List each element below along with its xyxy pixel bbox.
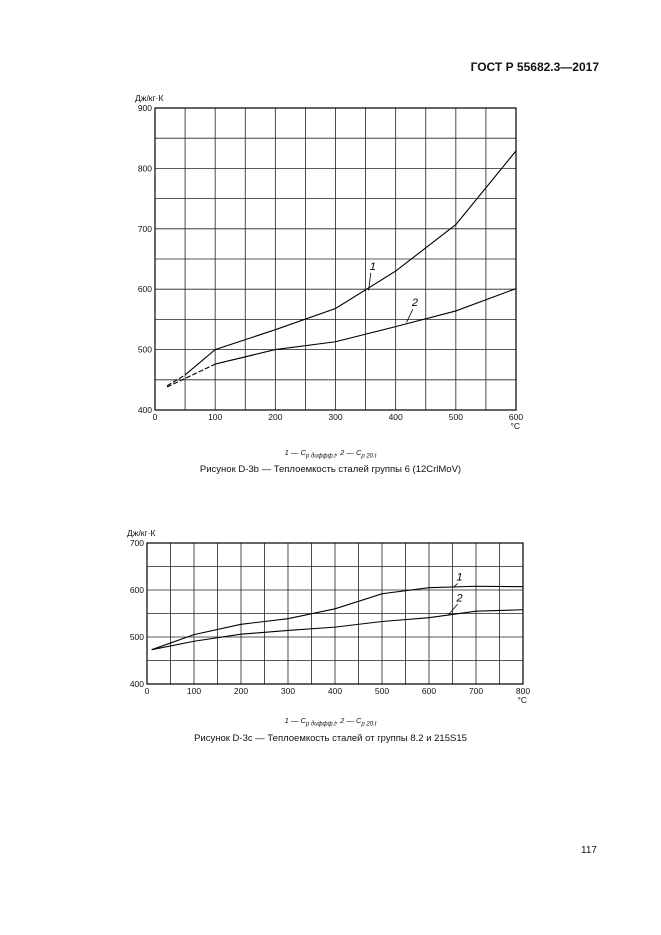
document-code: ГОСТ Р 55682.3—2017 (470, 60, 599, 74)
legend-3b (0, 448, 661, 460)
chart-3b-x-tick-label-500: 500 (448, 412, 463, 422)
legend-3b-label1: 1 — (284, 448, 299, 457)
chart-3b-y-tick-label-800: 800 (137, 163, 152, 174)
legend-3c-sub2: p 20.t (361, 721, 377, 728)
chart-3b-y-tick-label-900: 900 (137, 103, 152, 113)
page-number: 117 (581, 845, 597, 856)
chart-3c-y-tick-label-600: 600 (129, 585, 144, 595)
chart-3b-y-tick-label-700: 700 (137, 223, 152, 234)
chart-3c-y-tick-label-700: 700 (129, 538, 144, 548)
chart-3c-series-1-line (152, 586, 523, 649)
chart-3c-x-tick-label-200: 200 (233, 686, 249, 696)
chart-3c-y-tick-label-400: 400 (129, 679, 144, 689)
chart-3b-series-1-dashed-start (167, 375, 185, 386)
chart-3b-annotation-label-1: 1 (369, 260, 376, 273)
chart-3b-x-tick-label-600: 600 (508, 412, 524, 422)
chart-3b-series-1-line (185, 151, 516, 375)
chart-3c-y-tick-label-500: 500 (129, 632, 144, 642)
chart-3b-x-tick-label-200: 200 (268, 412, 283, 422)
chart-3b-y-tick-label-500: 500 (137, 344, 152, 355)
chart-3b-x-tick-label-400: 400 (388, 412, 403, 422)
chart-3c-x-tick-label-500: 500 (374, 686, 390, 696)
chart-3c (115, 520, 555, 710)
legend-3b-sep: , 2 — (335, 448, 354, 457)
chart-3c-x-tick-label-0: 0 (144, 686, 150, 696)
chart-3b-x-axis-label: °C (510, 421, 520, 431)
chart-3c-x-tick-label-400: 400 (327, 686, 343, 696)
chart-3b-series-2-dashed-start (167, 364, 215, 387)
legend-3c-sub1: p диффф.t (305, 721, 336, 728)
chart-3b-annotation-label-2: 2 (411, 297, 418, 310)
chart-3c-y-axis-label: Дж/кг·К (127, 528, 156, 538)
chart-3c-annotation-label-1: 1 (456, 571, 463, 584)
chart-3c-x-tick-label-700: 700 (468, 686, 484, 696)
caption-3b: Рисунок D-3b — Теплоемкость сталей группы 6 (12CrlMoV) (199, 464, 462, 475)
legend-3b-sym2: C (355, 448, 362, 457)
legend-3c-sym1: C (300, 716, 306, 725)
chart-3b (125, 88, 545, 438)
legend-3c-label1: 1 — (284, 716, 299, 725)
chart-3b-y-tick-label-400: 400 (137, 405, 152, 415)
chart-3c-x-axis-label: °C (517, 695, 527, 705)
chart-3b-x-tick-label-100: 100 (208, 412, 223, 422)
chart-3c-annotation-label-2: 2 (456, 592, 463, 605)
chart-3c-x-tick-label-800: 800 (515, 686, 531, 696)
legend-3c (0, 716, 661, 728)
chart-3b-y-tick-label-600: 600 (137, 284, 152, 295)
chart-3c-series-2-line (152, 610, 523, 650)
chart-3c-x-tick-label-300: 300 (280, 686, 296, 696)
chart-3b-x-tick-label-0: 0 (152, 412, 158, 422)
legend-3b-sub2: p 20.t (361, 453, 377, 460)
chart-3c-x-tick-label-100: 100 (186, 686, 202, 696)
legend-3c-sym2: C (355, 716, 362, 725)
legend-3b-sym1: C (300, 448, 306, 457)
legend-3c-sep: , 2 — (335, 716, 354, 725)
chart-3b-x-tick-label-300: 300 (328, 412, 343, 422)
legend-3b-sub1: p диффф.t (305, 453, 336, 460)
chart-3b-y-axis-label: Дж/кг·К (135, 93, 164, 103)
chart-3b-annotation-leader-2 (406, 309, 412, 322)
chart-3c-x-tick-label-600: 600 (421, 686, 437, 696)
caption-3c: Рисунок D-3c — Теплоемкость сталей от группы 8.2 и 215S15 (194, 733, 467, 744)
